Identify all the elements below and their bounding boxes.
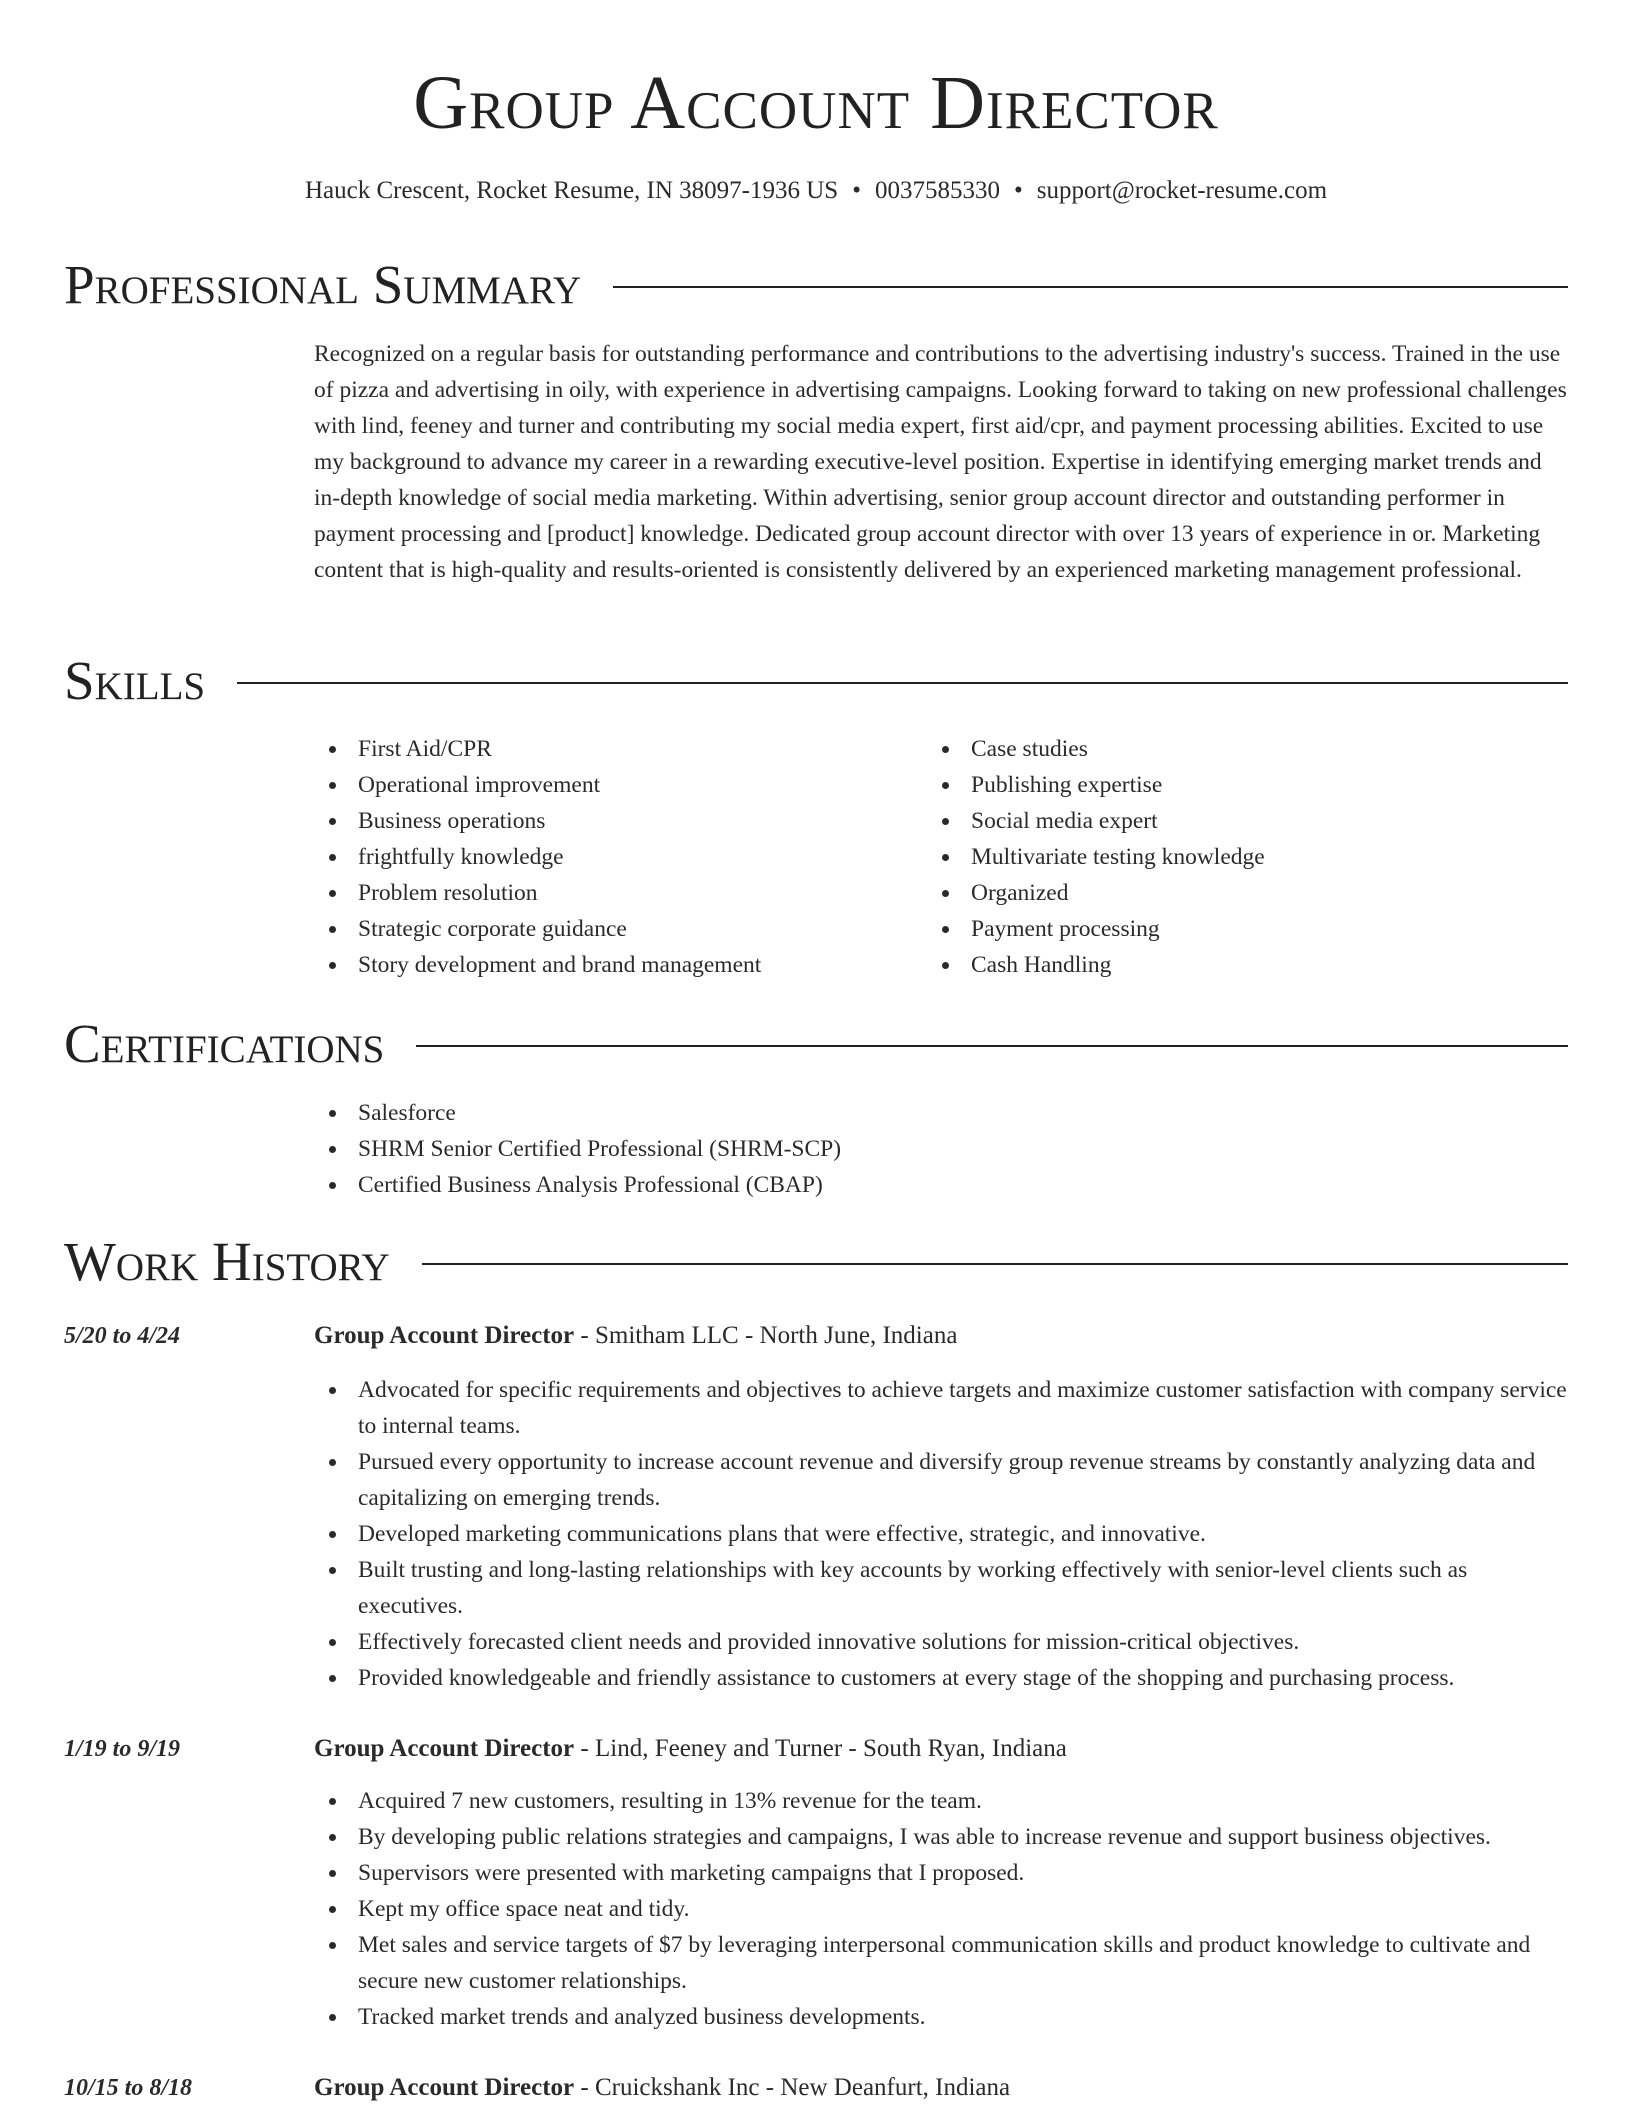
job-heading: [314, 2070, 1010, 2106]
job-bullet: Effectively forecasted client needs and provided innovative solutions for mission-critical objectives.: [314, 1624, 1574, 1660]
job-dates: 1/19 to 9/19: [64, 1736, 181, 1762]
job-bullet: Met sales and service targets of $7 by leveraging interpersonal communication skills and product knowledge to cultivate and secure new customer relationships.: [314, 1927, 1574, 1999]
job-bullets: [314, 1783, 1574, 2035]
section-divider: [416, 1045, 1568, 1047]
skill-item: Multivariate testing knowledge: [927, 839, 1527, 875]
skill-item: Problem resolution: [314, 875, 914, 911]
contact-phone: 0037585330: [874, 177, 1000, 204]
job-dates: 10/15 to 8/18: [64, 2075, 193, 2101]
certifications-list: [314, 1095, 1314, 1203]
certification-item: SHRM Senior Certified Professional (SHRM-SCP): [314, 1131, 1314, 1167]
job-bullet: Kept my office space neat and tidy.: [314, 1891, 1574, 1927]
job-details: - Smitham LLC - North June, Indiana: [574, 1322, 958, 1349]
contact-line: [0, 174, 1632, 208]
work-heading: Work History: [64, 1231, 390, 1292]
job-title: Group Account Director: [314, 2074, 575, 2101]
contact-address: Hauck Crescent, Rocket Resume, IN 38097-1936 US: [304, 177, 839, 204]
job-title: Group Account Director: [314, 1735, 575, 1762]
certifications-section-header: [64, 1014, 1568, 1074]
job-bullet: Provided knowledgeable and friendly assistance to customers at every stage of the shopping and purchasing process.: [314, 1660, 1574, 1696]
skills-list-right: [927, 731, 1527, 983]
section-divider: [422, 1263, 1568, 1265]
contact-separator: •: [1013, 177, 1023, 204]
job-bullet: By developing public relations strategies and campaigns, I was able to increase revenue and support business objectives.: [314, 1819, 1574, 1855]
skill-item: Story development and brand management: [314, 947, 914, 983]
job-title: Group Account Director: [314, 1322, 575, 1349]
section-divider: [613, 286, 1568, 288]
job-heading: [314, 1318, 957, 1354]
work-section-header: [64, 1232, 1568, 1292]
job-dates: 5/20 to 4/24: [64, 1323, 181, 1349]
skill-item: Payment processing: [927, 911, 1527, 947]
job-bullet: Pursued every opportunity to increase account revenue and diversify group revenue streams by constantly analyzing data and capitalizing on emerging trends.: [314, 1444, 1574, 1516]
job-bullet: Tracked market trends and analyzed business developments.: [314, 1999, 1574, 2035]
skill-item: Operational improvement: [314, 767, 914, 803]
job-details: - Lind, Feeney and Turner - South Ryan, Indiana: [574, 1735, 1067, 1762]
job-bullet: Advocated for specific requirements and objectives to achieve targets and maximize customer satisfaction with company service to internal teams.: [314, 1372, 1574, 1444]
skill-item: First Aid/CPR: [314, 731, 914, 767]
job-bullet: Acquired 7 new customers, resulting in 13% revenue for the team.: [314, 1783, 1574, 1819]
contact-separator: •: [852, 177, 861, 204]
job-heading: [314, 1731, 1067, 1767]
skill-item: Publishing expertise: [927, 767, 1527, 803]
skill-item: Organized: [927, 875, 1527, 911]
skills-heading: Skills: [64, 650, 206, 711]
job-bullets: [314, 1372, 1574, 1696]
certifications-heading: Certifications: [64, 1013, 385, 1074]
job-bullet: Built trusting and long-lasting relationships with key accounts by working effectively with senior-level clients such as executives.: [314, 1552, 1574, 1624]
certification-item: Salesforce: [314, 1095, 1314, 1131]
skill-item: Cash Handling: [927, 947, 1527, 983]
certification-item: Certified Business Analysis Professional (CBAP): [314, 1167, 1314, 1203]
skill-item: frightfully knowledge: [314, 839, 914, 875]
skills-list-left: [314, 731, 914, 983]
summary-section-header: [64, 255, 1568, 315]
job-bullet: Developed marketing communications plans that were effective, strategic, and innovative.: [314, 1516, 1574, 1552]
summary-heading: Professional Summary: [64, 254, 582, 315]
resume-title: Group Account Director: [413, 61, 1219, 145]
skill-item: Strategic corporate guidance: [314, 911, 914, 947]
summary-text: Recognized on a regular basis for outstanding performance and contributions to the advertising industry's success. Trained in the use of pizza and advertising in oily, with experience in advertising campaigns. Looking forward to taking on new professional challenges with lind, feeney and turner and contributing my social media expert, first aid/cpr, and payment processing abilities. Excited to use my background to advance my career in a rewarding executive-level position. Expertise in identifying emerging market trends and in-depth knowledge of social media marketing. Within advertising, senior group account director and outstanding performer in payment processing and [product] knowledge. Dedicated group account director with over 13 years of experience in or. Marketing content that is high-quality and results-oriented is consistently delivered by an experienced marketing management professional.: [314, 341, 1567, 583]
skill-item: Business operations: [314, 803, 914, 839]
contact-email: support@rocket-resume.com: [1036, 177, 1328, 204]
job-details: - Cruickshank Inc - New Deanfurt, Indiana: [574, 2074, 1011, 2101]
job-bullet: Supervisors were presented with marketing campaigns that I proposed.: [314, 1855, 1574, 1891]
skills-section-header: [64, 651, 1568, 711]
skill-item: Case studies: [927, 731, 1527, 767]
skill-item: Social media expert: [927, 803, 1527, 839]
section-divider: [237, 682, 1568, 684]
